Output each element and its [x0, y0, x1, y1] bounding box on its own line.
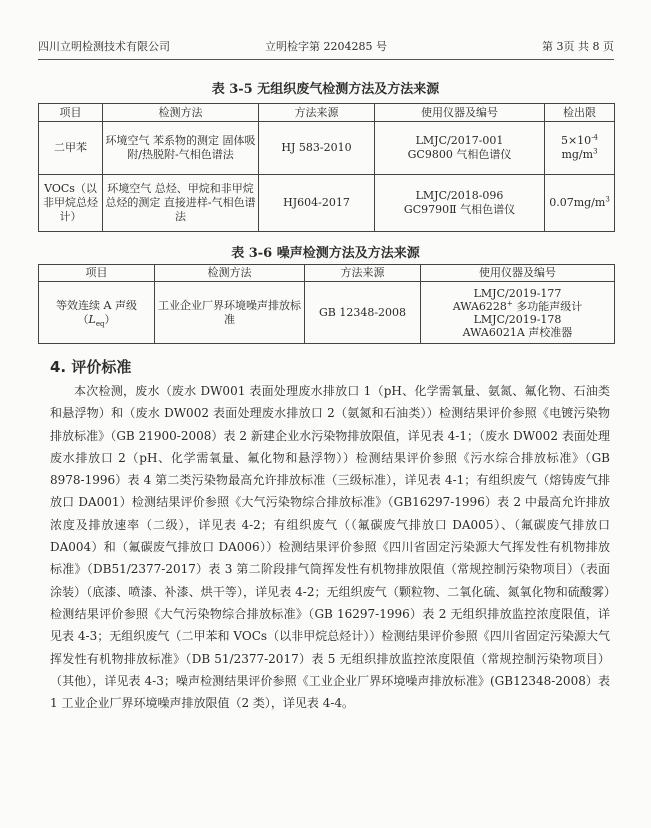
- paren-open: （: [77, 312, 89, 326]
- table-row: [39, 122, 615, 175]
- section-title: 4. 评价标准: [50, 358, 132, 376]
- paren-close: ）: [104, 312, 116, 326]
- th-instrument: 使用仪器及编号: [375, 104, 545, 122]
- cell-source: HJ 583-2010: [259, 122, 375, 175]
- cell-source: GB 12348-2008: [305, 282, 421, 344]
- cell-item: VOCs（以非甲烷总烃计）: [39, 175, 103, 232]
- limit-unit: mg/m: [561, 148, 594, 161]
- cell-method: 工业企业厂界环境噪声排放标准: [155, 282, 305, 344]
- cell-limit: [545, 175, 615, 232]
- cell-limit: [545, 122, 615, 175]
- header-report-no: 立明检字第 2204285 号: [265, 40, 387, 53]
- th-source: 方法来源: [259, 104, 375, 122]
- cell-method: 环境空气 苯系物的测定 固体吸附/热脱附-气相色谱法: [103, 122, 259, 175]
- cell-source: HJ604-2017: [259, 175, 375, 232]
- th-method: 检测方法: [103, 104, 259, 122]
- table-row: [39, 175, 615, 232]
- leq-symbol: L: [88, 312, 96, 326]
- table-3-5: [38, 103, 615, 232]
- table-3-6: [38, 264, 615, 344]
- cell-item: 二甲苯: [39, 122, 103, 175]
- limit-base: 5×10: [560, 134, 592, 147]
- table-3-6-caption: 表 3-6 噪声检测方法及方法来源: [231, 246, 420, 261]
- th-source: 方法来源: [305, 265, 421, 282]
- section-body: 本次检测，废水（废水 DW001 表面处理废水排放口 1（pH、化学需氧量、氨氮、氟化物、石油类和悬浮物）和（废水 DW002 表面处理废水排放口 2（氨氮和石油类））检测结果评价参照《电镀污染物排放标准》（GB 21900-2008）表 2 新建企业水污染物排放限值，详见表 4-1；（废水 DW002 表面处理废水排放口 2（pH、化学需氧量、氟化物和悬浮物））检测结果评价参照《污水综合排放标准》（GB 8978-1996）表 4 第二类污染物最高允许排放标准（三级标准），详见表 4-1；有组织废气（熔铸废气排放口 DA001）检测结果评价参照《大气污染物综合排放标准》（GB16297-1996）表 2 中最高允许排放浓度及排放速率（二级），详见表 4-2；有组织废气（（氟碳废气排放口 DA005）、（氟碳废气排放口 DA004）和（氟碳废气排放口 DA006））检测结果评价参照《四川省固定污染源大气挥发性有机物排放标准》（DB51/2377-2017）表 3 第二阶段排气筒挥发性有机物排放限值（常规控制污染物项目）（表面涂装）（底漆、喷漆、补漆、烘干等），详见表 4-2；无组织废气（颗粒物、二氧化硫、氮氧化物和硫酸雾）检测结果评价参照《大气污染物综合排放标准》（GB 16297-1996）表 2 无组织排放监控浓度限值，详见表 4-3；无组织废气（二甲苯和 VOCs（以非甲烷总烃计））检测结果评价参照《四川省固定污染源大气挥发性有机物排放标准》（DB 51/2377-2017）表 5 无组织排放监控浓度限值（常规控制污染物项目）（其他），详见表 4-3；噪声检测结果评价参照《工业企业厂界环境噪声排放标准》(GB12348-2008）表 1 工业企业厂界环境噪声排放限值（2 类），详见表 4-4。: [50, 384, 610, 711]
- limit-exponent: -4: [591, 133, 599, 142]
- th-item: 项目: [39, 265, 155, 282]
- th-item: 项目: [39, 104, 103, 122]
- leq-subscript: eq: [95, 319, 105, 328]
- instrument-id: LMJC/2019-177: [473, 286, 562, 300]
- table-3-5-caption: 表 3-5 无组织废气检测方法及方法来源: [211, 82, 440, 97]
- th-method: 检测方法: [155, 265, 305, 282]
- instrument-id: LMJC/2018-096: [415, 189, 504, 202]
- page-header: [38, 38, 614, 56]
- header-divider: [38, 59, 614, 60]
- th-limit: 检出限: [545, 104, 615, 122]
- item-name: 等效连续 A 声级: [56, 298, 137, 312]
- cell-method: 环境空气 总烃、甲烷和非甲烷总烃的测定 直接进样-气相色谱法: [103, 175, 259, 232]
- instrument-model-sup: +: [506, 298, 513, 307]
- header-page-number: 第 3页 共 8 页: [542, 40, 614, 53]
- cell-instrument: [421, 282, 615, 344]
- header-company: 四川立明检测技术有限公司: [38, 40, 170, 53]
- instrument-model: AWA6228: [452, 299, 507, 313]
- cell-item: [39, 282, 155, 344]
- limit-exponent: 3: [605, 195, 610, 204]
- th-instrument: 使用仪器及编号: [421, 265, 615, 282]
- instrument-model: GC9790Ⅱ 气相色谱仪: [403, 203, 516, 216]
- instrument-model: GC9800 气相色谱仪: [407, 148, 512, 161]
- instrument-id: LMJC/2019-178: [473, 312, 562, 326]
- table-header-row: [39, 104, 615, 122]
- table-header-row: [39, 265, 615, 282]
- limit-value: 0.07mg/m: [549, 196, 606, 209]
- instrument-id: LMJC/2017-001: [415, 134, 504, 147]
- limit-unit-exponent: 3: [593, 147, 598, 156]
- instrument-type: 多功能声级计: [512, 299, 583, 313]
- cell-instrument: [375, 122, 545, 175]
- instrument-model: AWA6021A 声校准器: [462, 325, 573, 339]
- cell-instrument: [375, 175, 545, 232]
- table-row: [39, 282, 615, 344]
